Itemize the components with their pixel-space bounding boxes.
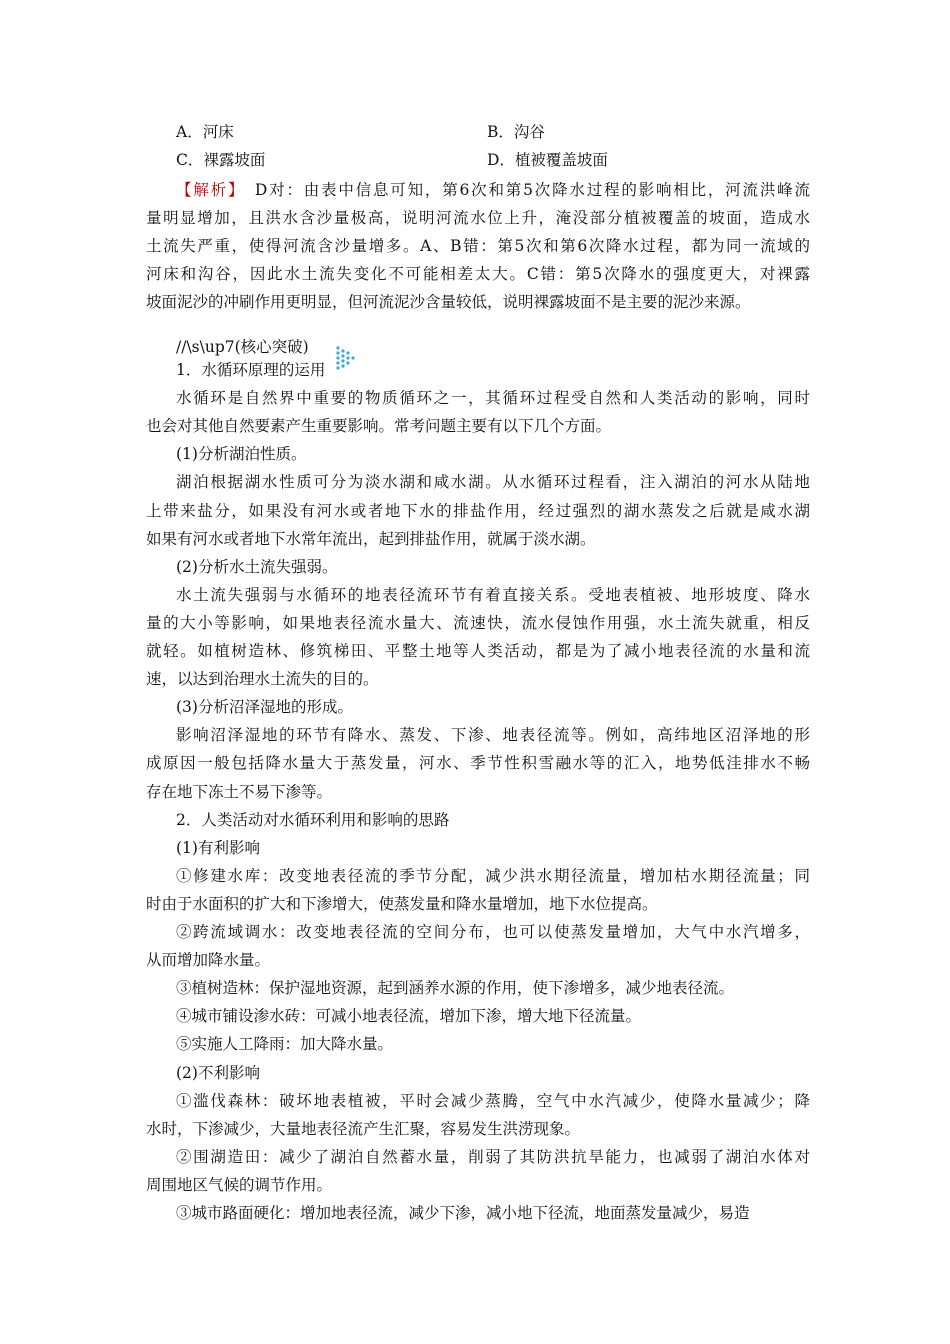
analysis-line: 坡面泥沙的冲刷作用更明显，但河流泥沙含量较低，说明裸露坡面不是主要的泥沙来源。 xyxy=(146,293,751,311)
body-line: ⑤实施人工降雨：加大降水量。 xyxy=(176,1035,394,1053)
body-line: 1．水循环原理的运用 xyxy=(176,361,326,379)
option-a: A．河床 xyxy=(176,123,234,141)
body-line: 就轻。如植树造林、修筑梯田、平整土地等人类活动，都是为了减小地表径流的水量和流 xyxy=(146,642,810,660)
body-line: 水循环是自然界中重要的物质循环之一，其循环过程受自然和人类活动的影响，同时 xyxy=(176,389,810,407)
body-line: ③城市路面硬化：增加地表径流，减少下渗，减小地下径流，地面蒸发量减少，易造 xyxy=(176,1204,750,1222)
analysis-first-line xyxy=(176,180,810,200)
body-line: ④城市铺设渗水砖：可减小地表径流，增加下渗，增大地下径流量。 xyxy=(176,1007,642,1025)
analysis-first-text: D对：由表中信息可知，第6次和第5次降水过程的影响相比，河流洪峰流 xyxy=(237,181,810,199)
body-line: (2)不利影响 xyxy=(176,1064,260,1082)
body-line: 存在地下冻土不易下渗等。 xyxy=(146,783,333,801)
body-line: 时由于水面积的扩大和下渗增大，使蒸发量和降水量增加，地下水位提高。 xyxy=(146,895,658,913)
option-b: B．沟谷 xyxy=(487,123,545,141)
body-line: 从而增加降水量。 xyxy=(146,951,271,969)
body-line: ①滥伐森林：破坏地表植被，平时会减少蒸腾，空气中水汽减少，使降水量减少；降 xyxy=(176,1092,810,1110)
body-line: 速，以达到治理水土流失的目的。 xyxy=(146,670,379,688)
body-line: ②跨流域调水：改变地表径流的空间分布，也可以使蒸发量增加，大气中水汽增多， xyxy=(176,923,810,941)
body-line: 如果有河水或者地下水常年流出，起到排盐作用，就属于淡水湖。 xyxy=(146,530,596,548)
body-line: 湖泊根据湖水性质可分为淡水湖和咸水湖。从水循环过程看，注入湖泊的河水从陆地 xyxy=(176,473,810,491)
body-line: (3)分析沼泽湿地的形成。 xyxy=(176,698,353,716)
body-line: (1)分析湖泊性质。 xyxy=(176,445,307,463)
body-line: 也会对其他自然要素产生重要影响。常考问题主要有以下几个方面。 xyxy=(146,417,612,435)
body-line: (1)有利影响 xyxy=(176,839,260,857)
body-line: 周围地区气候的调节作用。 xyxy=(146,1176,333,1194)
analysis-line: 量明显增加，且洪水含沙量极高，说明河流水位上升，淹没部分植被覆盖的坡面，造成水 xyxy=(146,209,810,227)
body-line: 上带来盐分，如果没有河水或者地下水的排盐作用，经过强烈的湖水蒸发之后就是咸水湖 xyxy=(146,502,810,520)
body-line: 量的大小等影响，如果地表径流水量大、流速快，流水侵蚀作用强，水土流失就重，相反 xyxy=(146,614,810,632)
analysis-line: 河床和沟谷，因此水土流失变化不可能相差太大。C错：第5次降水的强度更大，对裸露 xyxy=(146,265,810,283)
section-header: //\s\up7(核心突破) xyxy=(176,338,309,356)
body-line: (2)分析水土流失强弱。 xyxy=(176,558,338,576)
body-line: ③植树造林：保护湿地资源，起到涵养水源的作用，使下渗增多，减少地表径流。 xyxy=(176,979,735,997)
analysis-line: 土流失严重，使得河流含沙量增多。A、B错：第5次和第6次降水过程，都为同一流域的 xyxy=(146,237,810,255)
body-line: 影响沼泽湿地的环节有降水、蒸发、下渗、地表径流等。例如，高纬地区沼泽地的形 xyxy=(176,726,810,744)
body-line: 成原因一般包括降水量大于蒸发量，河水、季节性积雪融水等的汇入，地势低洼排水不畅 xyxy=(146,754,810,772)
body-line: 水土流失强弱与水循环的地表径流环节有着直接关系。受地表植被、地形坡度、降水 xyxy=(176,586,810,604)
body-line: ②围湖造田：减少了湖泊自然蓄水量，削弱了其防洪抗旱能力，也减弱了湖泊水体对 xyxy=(176,1148,810,1166)
option-c: C．裸露坡面 xyxy=(176,151,266,169)
body-line: ①修建水库：改变地表径流的季节分配，减少洪水期径流量，增加枯水期径流量；同 xyxy=(176,867,810,885)
body-line: 水时，下渗减少，大量地表径流产生汇聚，容易发生洪涝现象。 xyxy=(146,1120,581,1138)
option-d: D．植被覆盖坡面 xyxy=(487,151,608,169)
body-line: 2．人类活动对水循环利用和影响的思路 xyxy=(176,811,450,829)
analysis-tag: 【解析】 xyxy=(176,181,238,199)
